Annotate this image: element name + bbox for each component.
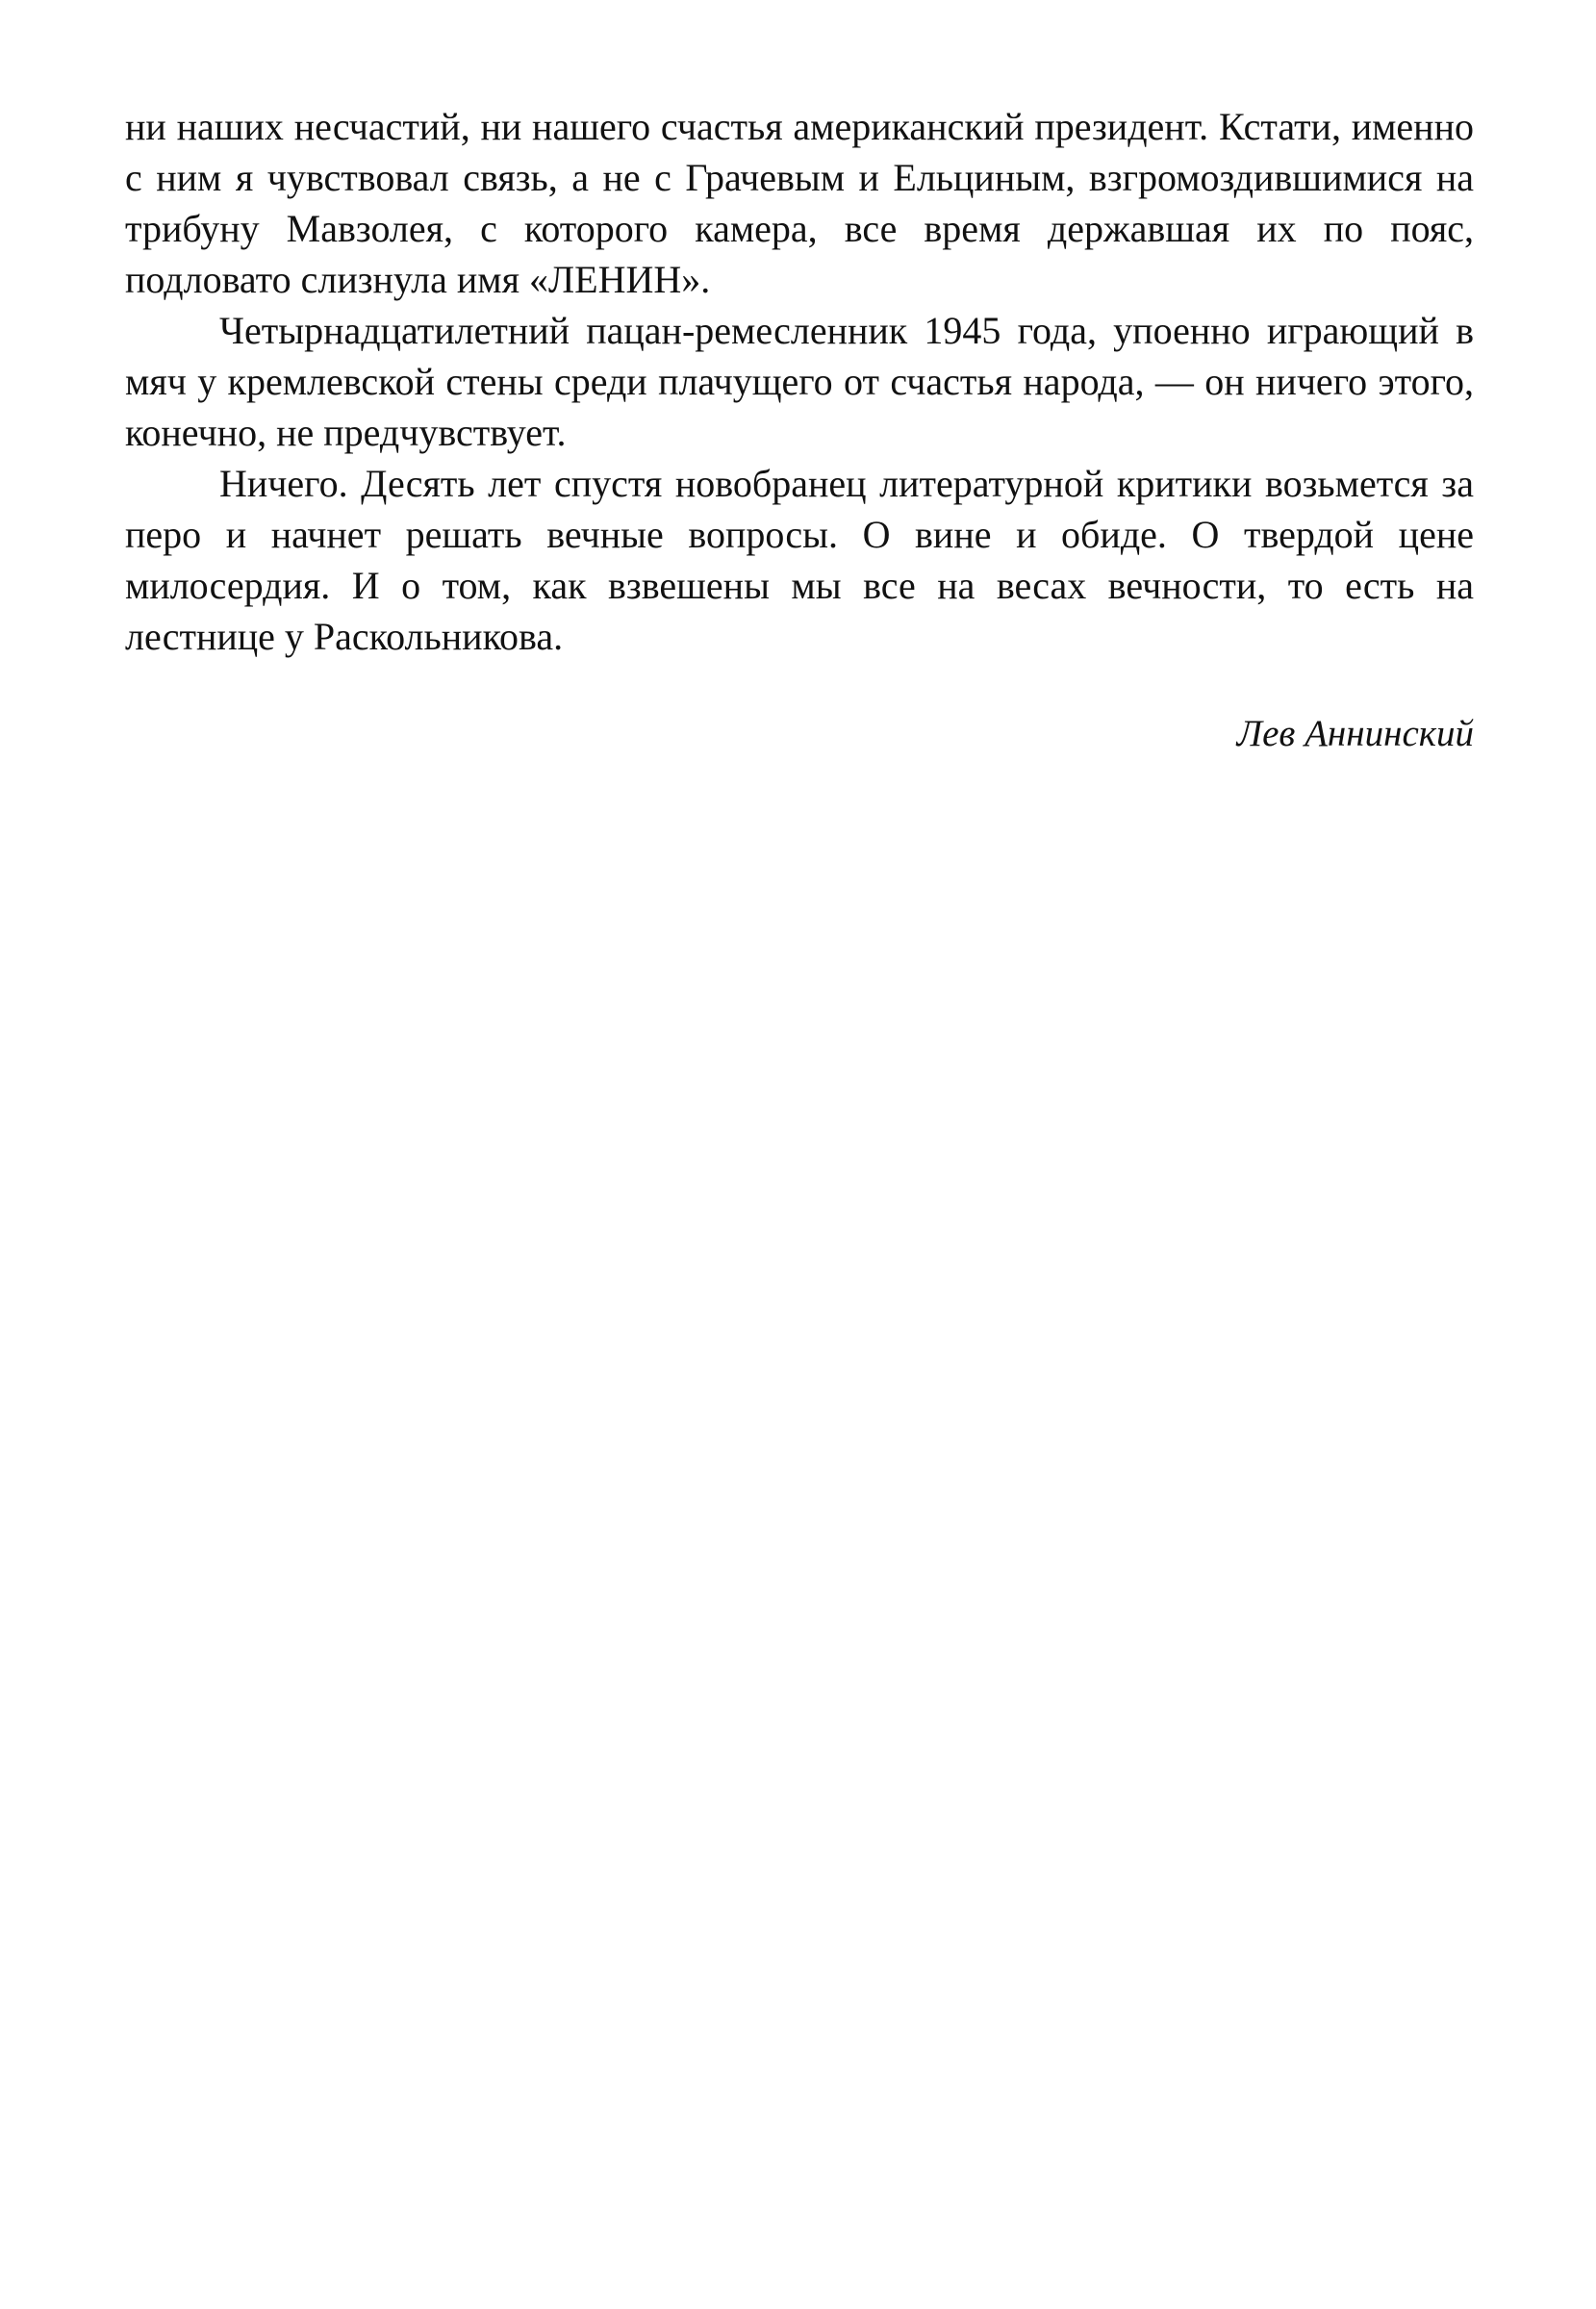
paragraph-1: ни наших несчастий, ни нашего счастья американский президент. Кстати, именно с ним я чувствовал связь, а не с Грачевым и Ельциным, взгромоздившимися на трибуну Мавзолея, с которого камера, все время державшая их по пояс, подловато слизнула имя «ЛЕНИН». (125, 105, 1474, 301)
author-signature: Лев Аннинский (1236, 713, 1474, 754)
paragraph-3: Ничего. Десять лет спустя новобранец литературной критики возьмется за перо и начнет решать вечные вопросы. О вине и обиде. О твердой цене милосердия. И о том, как взвешены мы все на весах вечности, то есть на лестнице у Раскольникова. (125, 462, 1474, 658)
paragraph-2: Четырнадцатилетний пацан-ремесленник 1945 года, упоенно играющий в мяч у кремлевской стены среди плачущего от счастья народа, — он ничего этого, конечно, не предчувствует. (125, 309, 1474, 454)
document-page (125, 101, 1474, 759)
